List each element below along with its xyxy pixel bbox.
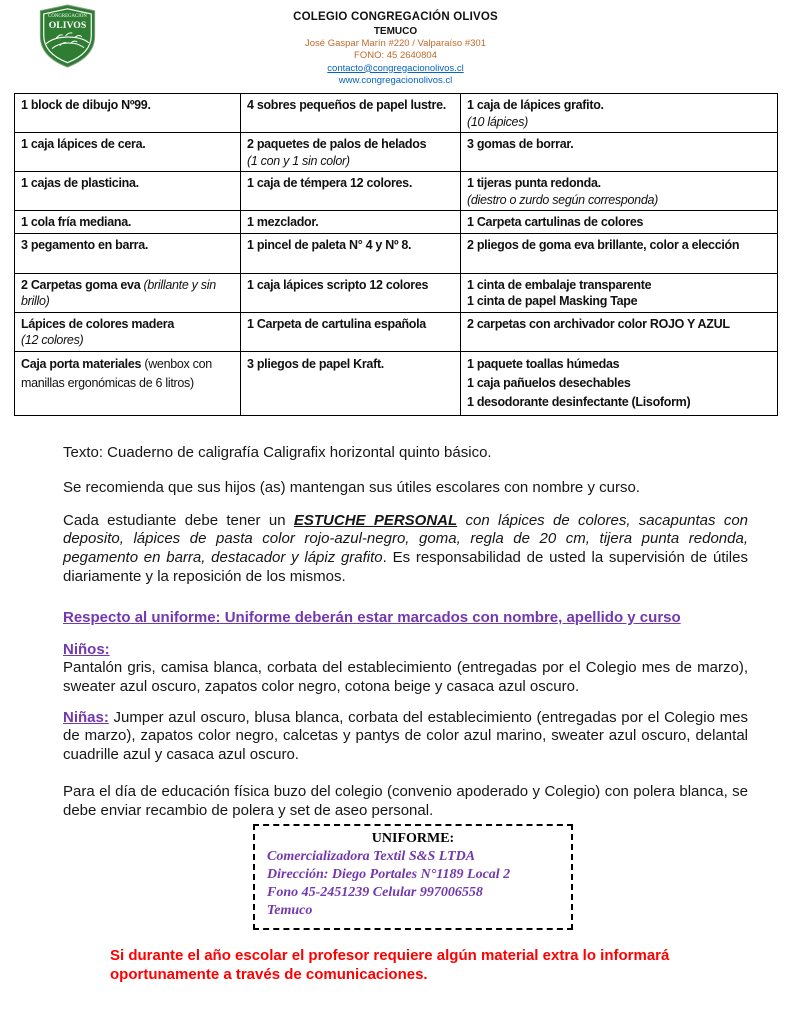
texto-caligrafia-paragraph bbox=[63, 444, 748, 463]
table-cell bbox=[461, 233, 778, 273]
text-run: 2 Carpetas goma eva bbox=[21, 277, 144, 292]
text-run: Se recomienda que sus hijos (as) mantengan sus útiles escolares con nombre y curso. bbox=[63, 479, 640, 497]
table-row bbox=[15, 133, 778, 172]
text-run: Niñas: bbox=[63, 708, 109, 726]
text-run: Texto: Cuaderno de caligrafía Caligrafix horizontal quinto básico. bbox=[63, 443, 492, 461]
text-run: 1 desodorante desinfectante (Lisoform) bbox=[467, 395, 691, 410]
table-cell bbox=[241, 172, 461, 211]
text-run: 1 cinta de embalaje transparente bbox=[467, 277, 652, 292]
uniform-supplier-name: Comercializadora Textil S&S LTDA bbox=[267, 848, 476, 864]
school-name: COLEGIO CONGREGACIÓN OLIVOS bbox=[293, 11, 498, 23]
table-row bbox=[15, 94, 778, 133]
table-cell bbox=[15, 172, 241, 211]
text-run: ESTUCHE PERSONAL bbox=[293, 511, 458, 529]
text-run: Lápices de colores madera bbox=[21, 316, 174, 331]
uniform-box-title: UNIFORME: bbox=[371, 830, 455, 846]
table-cell bbox=[241, 211, 461, 234]
table-row bbox=[15, 351, 778, 415]
table-row bbox=[15, 312, 778, 351]
text-run: 1 block de dibujo Nº99. bbox=[21, 98, 151, 112]
table-cell bbox=[15, 233, 241, 273]
text-run: 1 caja lápices scripto 12 colores bbox=[247, 277, 429, 292]
school-logo-shield-icon bbox=[38, 4, 97, 68]
table-cell bbox=[461, 94, 778, 133]
table-cell bbox=[241, 94, 461, 133]
text-run: (brillante y sin brillo) bbox=[21, 277, 216, 308]
text-run: 2 pliegos de goma eva brillante, color a elección bbox=[467, 237, 740, 252]
school-website-link[interactable]: www.congregacionolivos.cl bbox=[338, 75, 453, 87]
text-run: 1 caja lápices de cera. bbox=[21, 137, 146, 151]
svg-text:OLIVOS: OLIVOS bbox=[48, 19, 87, 31]
supplies-table bbox=[14, 93, 778, 416]
text-run: (wenbox con manillas ergonómicas de 6 litros) bbox=[21, 356, 212, 390]
text-run: 1 caja de lápices grafito. bbox=[467, 98, 604, 112]
school-city: TEMUCO bbox=[373, 25, 418, 37]
text-run: 1 cajas de plasticina. bbox=[21, 176, 139, 190]
table-row bbox=[15, 273, 778, 312]
table-cell bbox=[241, 273, 461, 312]
text-run: 1 caja de témpera 12 colores. bbox=[247, 176, 413, 190]
uniform-supplier-phones: Fono 45-2451239 Celular 997006558 bbox=[267, 885, 483, 901]
text-run: Pantalón gris, camisa blanca, corbata del establecimiento (entregadas por el Colegio mes de marzo), sweater azul oscuro, zapatos color negro, cotona beige y casaca azul oscuro. bbox=[63, 659, 748, 695]
text-run: . Es responsabilidad de usted la supervisión de útiles diariamente y la reposición de los mismos. bbox=[63, 549, 748, 585]
text-run: 1 cinta de papel Masking Tape bbox=[467, 294, 638, 308]
uniforme-heading bbox=[63, 609, 748, 628]
table-cell bbox=[461, 172, 778, 211]
table-cell bbox=[15, 211, 241, 234]
text-run: 3 pliegos de papel Kraft. bbox=[247, 356, 384, 371]
text-run: 2 carpetas con archivador color ROJO Y AZUL bbox=[467, 316, 730, 331]
text-run: 1 pincel de paleta N° 4 y Nº 8. bbox=[247, 237, 412, 252]
text-run: (12 colores) bbox=[21, 333, 84, 347]
table-cell bbox=[461, 133, 778, 172]
supplies-table-body bbox=[15, 94, 778, 416]
table-cell bbox=[15, 273, 241, 312]
text-run: 3 pegamento en barra. bbox=[21, 237, 149, 252]
table-cell bbox=[241, 351, 461, 415]
school-email-link[interactable]: contacto@congregacionolivos.cl bbox=[327, 62, 464, 74]
table-cell bbox=[15, 94, 241, 133]
svg-text:CONGREGACIÓN: CONGREGACIÓN bbox=[48, 14, 87, 20]
text-run: 1 cola fría mediana. bbox=[21, 215, 132, 229]
table-cell bbox=[461, 273, 778, 312]
table-cell bbox=[461, 351, 778, 415]
text-run: Para el día de educación física buzo del colegio (convenio apoderado y Colegio) con polera blanca, se debe enviar recambio de polera y set de aseo personal. bbox=[63, 783, 748, 819]
text-run: 4 sobres pequeños de papel lustre. bbox=[247, 98, 446, 112]
text-run: con lápices de colores, sacapuntas con deposito, lápices de pasta color rojo-azul-negro, goma, regla de 20 cm, tijera punta redonda, pegamento en barra, destacador y lápiz grafito bbox=[63, 511, 749, 566]
uniform-supplier-city: Temuco bbox=[267, 903, 313, 919]
table-cell bbox=[461, 211, 778, 234]
text-run: 1 caja pañuelos desechables bbox=[467, 375, 631, 390]
text-run: (10 lápices) bbox=[467, 114, 529, 129]
table-cell bbox=[461, 312, 778, 351]
school-address: José Gaspar Marín #220 / Valparaíso #301 bbox=[305, 37, 486, 49]
table-cell bbox=[241, 233, 461, 273]
text-run: 3 gomas de borrar. bbox=[467, 137, 574, 151]
table-cell bbox=[15, 133, 241, 172]
table-cell bbox=[241, 312, 461, 351]
text-run: 2 paquetes de palos de helados bbox=[247, 137, 427, 151]
ninas-paragraph bbox=[63, 709, 748, 765]
table-cell bbox=[15, 312, 241, 351]
header bbox=[0, 0, 791, 88]
table-cell bbox=[241, 133, 461, 172]
text-run: Cada estudiante debe tener un bbox=[63, 511, 294, 529]
text-run: (1 con y 1 sin color) bbox=[247, 153, 350, 168]
uniform-supplier-address: Dirección: Diego Portales N°1189 Local 2 bbox=[267, 866, 511, 882]
text-run: 1 paquete toallas húmedas bbox=[467, 356, 620, 371]
text-run: Caja porta materiales bbox=[21, 356, 145, 371]
table-cell bbox=[15, 351, 241, 415]
header-info bbox=[0, 0, 791, 88]
text-run: 1 Carpeta cartulinas de colores bbox=[467, 215, 644, 229]
uniform-supplier-box bbox=[253, 824, 573, 931]
table-row bbox=[15, 211, 778, 234]
school-links bbox=[0, 63, 791, 89]
text-run: 1 tijeras punta redonda. bbox=[467, 176, 601, 190]
document-body bbox=[63, 444, 748, 985]
estuche-personal-paragraph bbox=[63, 512, 748, 586]
text-run: 1 mezclador. bbox=[247, 215, 319, 229]
text-run: 1 Carpeta de cartulina española bbox=[247, 316, 426, 331]
educacion-fisica-paragraph bbox=[63, 783, 748, 820]
table-row bbox=[15, 233, 778, 273]
text-run: (diestro o zurdo según corresponda) bbox=[467, 192, 659, 207]
extra-material-note: Si durante el año escolar el profesor requiere algún material extra lo informará oportunamente a través de comunicaciones. bbox=[110, 947, 670, 984]
text-run: Jumper azul oscuro, blusa blanca, corbata del establecimiento (entregadas por el Colegio mes de marzo), zapatos color negro, calcetas y pantys de color azul marino, sweater azul oscuro, delantal cuadrille azul y casaca azul oscuro. bbox=[63, 708, 748, 763]
text-run: Respecto al uniforme: Uniforme deberán estar marcados con nombre, apellido y curso bbox=[63, 609, 681, 627]
text-run: Niños: bbox=[63, 640, 110, 658]
table-row bbox=[15, 172, 778, 211]
ninos-paragraph bbox=[63, 641, 748, 697]
recomendacion-paragraph bbox=[63, 479, 748, 498]
school-phone: FONO: 45 2640804 bbox=[354, 50, 437, 62]
